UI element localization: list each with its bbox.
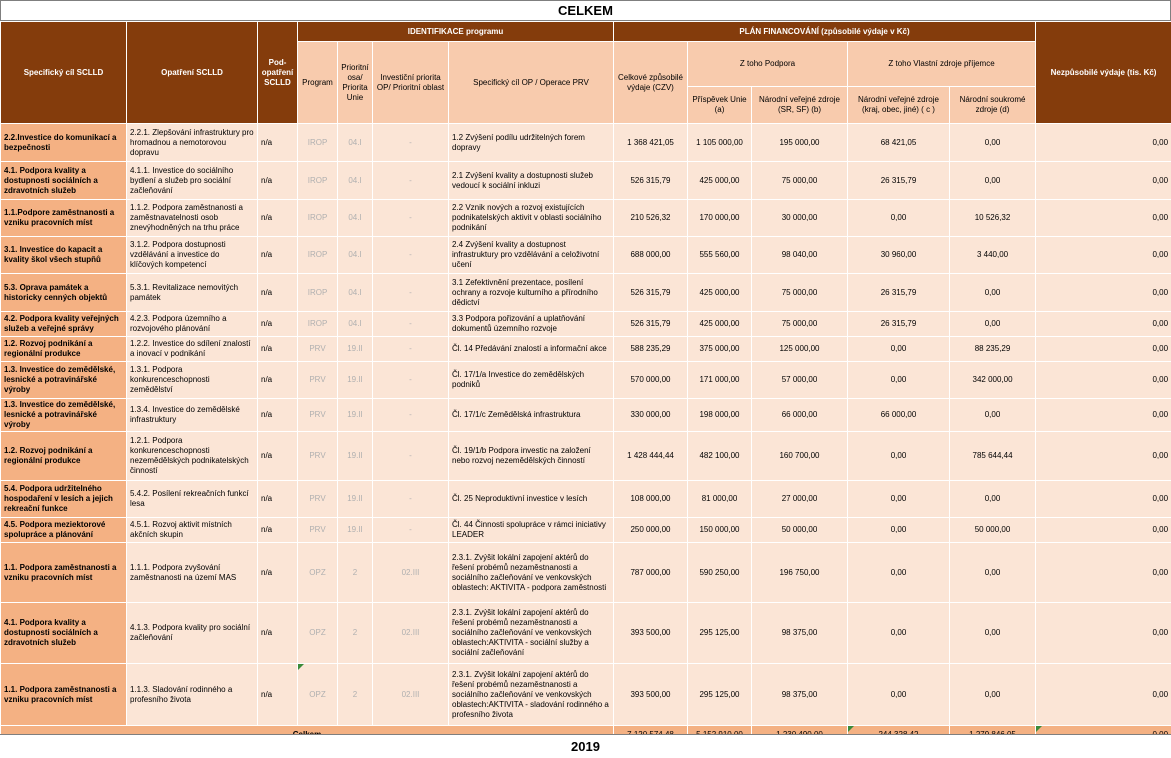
cell-op: 2.4 Zvýšení kvality a dostupnost infrastruktury pro vzdělávání a celoživotní učení [449, 237, 614, 274]
header-prispevek-unie: Příspěvek Unie (a) [688, 87, 752, 124]
table-row [1, 274, 1171, 312]
cell-op: 3.3 Podpora pořizování a uplatňování dokumentů územního rozvoje [449, 312, 614, 337]
cell-program: IROP [298, 162, 338, 200]
cell-pod: n/a [258, 518, 298, 543]
cell-czv: 108 000,00 [614, 481, 688, 518]
cell-ip: - [373, 124, 449, 162]
header-opatreni: Opatření SCLLD [127, 22, 258, 124]
cell-pod: n/a [258, 543, 298, 603]
table-row [1, 481, 1171, 518]
cell-cil: 1.2. Rozvoj podnikání a regionální produkce [1, 432, 127, 481]
cell-op: Čl. 17/1/c Zemědělská infrastruktura [449, 399, 614, 432]
cell-pod: n/a [258, 337, 298, 362]
cell-osa: 19.II [338, 518, 373, 543]
cell-c: 0,00 [848, 362, 950, 399]
cell-a: 425 000,00 [688, 274, 752, 312]
cell-d: 0,00 [950, 274, 1036, 312]
cell-opatreni: 4.5.1. Rozvoj aktivit místních akčních skupin [127, 518, 258, 543]
cell-d: 0,00 [950, 481, 1036, 518]
cell-op: 1.2 Zvýšení podílu udržitelných forem dopravy [449, 124, 614, 162]
cell-a: 425 000,00 [688, 162, 752, 200]
cell-op: 2.3.1. Zvýšit lokální zapojení aktérů do řešení probémů nezaměstnanosti a sociálního začleňování ve venkovských oblastech:AKTIVITA - sociální služby a sociální začleňování [449, 603, 614, 664]
cell-program: PRV [298, 518, 338, 543]
cell-cil: 1.1. Podpora zaměstnanosti a vzniku pracovních míst [1, 664, 127, 726]
cell-opatreni: 3.1.2. Podpora dostupnosti vzdělávání a investice do klíčových kompetencí [127, 237, 258, 274]
cell-b: 75 000,00 [752, 312, 848, 337]
cell-opatreni: 4.1.3. Podpora kvality pro sociální začleňování [127, 603, 258, 664]
header-nezpusobile: Nezpůsobilé výdaje (tis. Kč) [1036, 22, 1171, 124]
cell-osa: 2 [338, 664, 373, 726]
cell-program: OPZ [298, 603, 338, 664]
cell-cil: 1.3. Investice do zemědělské, lesnické a potravinářské výroby [1, 399, 127, 432]
cell-c: 30 960,00 [848, 237, 950, 274]
financial-plan-table [0, 21, 1171, 745]
table-row [1, 124, 1171, 162]
header-pod-opatreni: Pod-opatření SCLLD [258, 22, 298, 124]
cell-czv: 393 500,00 [614, 603, 688, 664]
cell-ip: - [373, 362, 449, 399]
cell-d: 0,00 [950, 543, 1036, 603]
comment-marker-icon [1036, 726, 1042, 732]
cell-op: Čl. 14 Předávání znalostí a informační akce [449, 337, 614, 362]
cell-cil: 4.5. Podpora meziektorové spolupráce a plánování [1, 518, 127, 543]
cell-czv: 393 500,00 [614, 664, 688, 726]
cell-opatreni: 1.2.1. Podpora konkurenceschopnosti nezemědělských podnikatelských činností [127, 432, 258, 481]
table-row [1, 399, 1171, 432]
cell-pod: n/a [258, 237, 298, 274]
cell-czv: 210 526,32 [614, 200, 688, 237]
cell-d: 10 526,32 [950, 200, 1036, 237]
cell-ip: - [373, 162, 449, 200]
cell-c: 26 315,79 [848, 162, 950, 200]
cell-nez: 0,00 [1036, 518, 1171, 543]
table-row [1, 543, 1171, 603]
cell-opatreni: 1.3.4. Investice do zemědělské infrastruktury [127, 399, 258, 432]
cell-pod: n/a [258, 603, 298, 664]
cell-a: 171 000,00 [688, 362, 752, 399]
cell-pod: n/a [258, 432, 298, 481]
cell-cil: 2.2.Investice do komunikací a bezpečnosti [1, 124, 127, 162]
cell-ip: - [373, 399, 449, 432]
cell-a: 170 000,00 [688, 200, 752, 237]
cell-op: Čl. 19/1/b Podpora investic na založení nebo rozvoj nezemědělských činností [449, 432, 614, 481]
table-row [1, 518, 1171, 543]
table-row [1, 312, 1171, 337]
cell-cil: 4.1. Podpora kvality a dostupnosti sociálních a zdravotních služeb [1, 162, 127, 200]
cell-cil: 5.4. Podpora udržitelného hospodaření v lesích a jejich rekreační funkce [1, 481, 127, 518]
cell-op: Čl. 17/1/a Investice do zemědělských podniků [449, 362, 614, 399]
cell-pod: n/a [258, 274, 298, 312]
cell-b: 75 000,00 [752, 162, 848, 200]
cell-opatreni: 5.4.2. Posílení rekreačních funkcí lesa [127, 481, 258, 518]
cell-nez: 0,00 [1036, 312, 1171, 337]
cell-ip: - [373, 481, 449, 518]
cell-czv: 526 315,79 [614, 312, 688, 337]
cell-d: 0,00 [950, 399, 1036, 432]
cell-c: 66 000,00 [848, 399, 950, 432]
cell-czv: 526 315,79 [614, 162, 688, 200]
cell-pod: n/a [258, 312, 298, 337]
cell-a: 590 250,00 [688, 543, 752, 603]
cell-program [298, 664, 338, 726]
cell-program: IROP [298, 274, 338, 312]
cell-czv: 787 000,00 [614, 543, 688, 603]
header-identifikace: IDENTIFIKACE programu [298, 22, 614, 42]
cell-c: 0,00 [848, 664, 950, 726]
table-row [1, 603, 1171, 664]
cell-ip: 02.III [373, 603, 449, 664]
cell-c: 0,00 [848, 518, 950, 543]
cell-opatreni: 1.1.1. Podpora zvyšování zaměstnanosti na území MAS [127, 543, 258, 603]
cell-nez: 0,00 [1036, 432, 1171, 481]
cell-d: 0,00 [950, 664, 1036, 726]
cell-c: 0,00 [848, 603, 950, 664]
cell-op: 2.1 Zvýšení kvality a dostupnosti služeb vedoucí k sociální inkluzi [449, 162, 614, 200]
header-investicni-priorita: Investiční priorita OP/ Prioritní oblast [373, 42, 449, 124]
cell-d: 0,00 [950, 162, 1036, 200]
cell-cil: 1.2. Rozvoj podnikání a regionální produkce [1, 337, 127, 362]
header-priorita-osa: Prioritní osa/ Priorita Unie [338, 42, 373, 124]
cell-osa: 04.I [338, 162, 373, 200]
cell-b: 160 700,00 [752, 432, 848, 481]
cell-osa: 19.II [338, 432, 373, 481]
cell-d: 88 235,29 [950, 337, 1036, 362]
comment-marker-icon [848, 726, 854, 732]
cell-cil: 1.1. Podpora zaměstnanosti a vzniku pracovních míst [1, 543, 127, 603]
cell-b: 195 000,00 [752, 124, 848, 162]
cell-nez: 0,00 [1036, 200, 1171, 237]
cell-nez: 0,00 [1036, 603, 1171, 664]
comment-marker-icon [298, 664, 304, 670]
cell-program: IROP [298, 200, 338, 237]
cell-cil: 1.3. Investice do zemědělské, lesnické a potravinářské výroby [1, 362, 127, 399]
cell-czv: 526 315,79 [614, 274, 688, 312]
cell-ip: - [373, 337, 449, 362]
table-row [1, 200, 1171, 237]
cell-nez: 0,00 [1036, 399, 1171, 432]
cell-nez: 0,00 [1036, 664, 1171, 726]
cell-cil: 4.2. Podpora kvality veřejných služeb a veřejné správy [1, 312, 127, 337]
cell-cil: 4.1. Podpora kvality a dostupnosti sociálních a zdravotních služeb [1, 603, 127, 664]
cell-osa: 04.I [338, 124, 373, 162]
cell-nez: 0,00 [1036, 362, 1171, 399]
cell-osa: 04.I [338, 200, 373, 237]
table-row [1, 237, 1171, 274]
cell-osa: 19.II [338, 399, 373, 432]
cell-opatreni: 1.1.3. Sladování rodinného a profesního života [127, 664, 258, 726]
cell-program: PRV [298, 362, 338, 399]
cell-c: 0,00 [848, 432, 950, 481]
header-narodni-soukrome: Národní soukromé zdroje (d) [950, 87, 1036, 124]
cell-a: 375 000,00 [688, 337, 752, 362]
table-row [1, 362, 1171, 399]
cell-nez: 0,00 [1036, 481, 1171, 518]
cell-opatreni: 4.1.1. Investice do sociálního bydlení a služeb pro sociální začleňování [127, 162, 258, 200]
cell-a: 150 000,00 [688, 518, 752, 543]
cell-program: PRV [298, 432, 338, 481]
cell-d: 0,00 [950, 603, 1036, 664]
cell-cil: 1.1.Podpore zaměstnanosti a vzniku pracovních míst [1, 200, 127, 237]
cell-c: 26 315,79 [848, 274, 950, 312]
cell-op: 2.3.1. Zvýšit lokální zapojení aktérů do řešení probémů nezaměstnanosti a sociálního začleňování ve venkovských oblastech:AKTIVITA - sladování rodinného a profesního života [449, 664, 614, 726]
table-row [1, 664, 1171, 726]
cell-c: 0,00 [848, 200, 950, 237]
cell-pod: n/a [258, 481, 298, 518]
cell-c: 0,00 [848, 481, 950, 518]
cell-program-text: OPZ [309, 689, 326, 699]
cell-program: OPZ [298, 543, 338, 603]
cell-nez: 0,00 [1036, 337, 1171, 362]
cell-b: 27 000,00 [752, 481, 848, 518]
cell-nez: 0,00 [1036, 237, 1171, 274]
header-z-toho-podpora: Z toho Podpora [688, 42, 848, 87]
cell-cil: 5.3. Oprava památek a historicky cenných objektů [1, 274, 127, 312]
cell-program: PRV [298, 399, 338, 432]
cell-pod: n/a [258, 664, 298, 726]
cell-opatreni: 5.3.1. Revitalizace nemovitých památek [127, 274, 258, 312]
cell-czv: 250 000,00 [614, 518, 688, 543]
cell-czv: 1 428 444,44 [614, 432, 688, 481]
sheet-title: CELKEM [0, 0, 1171, 21]
cell-nez: 0,00 [1036, 124, 1171, 162]
cell-ip: - [373, 518, 449, 543]
cell-b: 66 000,00 [752, 399, 848, 432]
next-section-title: 2019 [0, 734, 1171, 758]
cell-ip: - [373, 237, 449, 274]
cell-c: 68 421,05 [848, 124, 950, 162]
cell-b: 30 000,00 [752, 200, 848, 237]
cell-pod: n/a [258, 124, 298, 162]
cell-a: 295 125,00 [688, 603, 752, 664]
cell-nez: 0,00 [1036, 274, 1171, 312]
cell-ip: 02.III [373, 543, 449, 603]
cell-nez: 0,00 [1036, 162, 1171, 200]
cell-program: IROP [298, 237, 338, 274]
cell-pod: n/a [258, 162, 298, 200]
cell-ip: 02.III [373, 664, 449, 726]
cell-program: IROP [298, 124, 338, 162]
cell-program: PRV [298, 337, 338, 362]
cell-c: 0,00 [848, 337, 950, 362]
cell-a: 81 000,00 [688, 481, 752, 518]
cell-op: Čl. 25 Neproduktivní investice v lesích [449, 481, 614, 518]
cell-b: 125 000,00 [752, 337, 848, 362]
header-spec-cil: Specifický cíl SCLLD [1, 22, 127, 124]
cell-osa: 19.II [338, 481, 373, 518]
cell-osa: 19.II [338, 362, 373, 399]
cell-op: 3.1 Zefektivnění prezentace, posílení ochrany a rozvoje kulturního a přírodního dědictví [449, 274, 614, 312]
cell-czv: 1 368 421,05 [614, 124, 688, 162]
cell-osa: 19.II [338, 337, 373, 362]
cell-d: 3 440,00 [950, 237, 1036, 274]
table-row [1, 432, 1171, 481]
cell-czv: 588 235,29 [614, 337, 688, 362]
cell-b: 196 750,00 [752, 543, 848, 603]
header-program: Program [298, 42, 338, 124]
cell-d: 50 000,00 [950, 518, 1036, 543]
table-row [1, 162, 1171, 200]
cell-pod: n/a [258, 399, 298, 432]
cell-program: PRV [298, 481, 338, 518]
cell-b: 75 000,00 [752, 274, 848, 312]
header-celkove: Celkové způsobilé výdaje (CZV) [614, 42, 688, 124]
cell-nez: 0,00 [1036, 543, 1171, 603]
cell-ip: - [373, 274, 449, 312]
cell-b: 98 375,00 [752, 664, 848, 726]
header-z-toho-vlastni: Z toho Vlastní zdroje příjemce [848, 42, 1036, 87]
cell-czv: 330 000,00 [614, 399, 688, 432]
cell-a: 1 105 000,00 [688, 124, 752, 162]
cell-czv: 688 000,00 [614, 237, 688, 274]
cell-program: IROP [298, 312, 338, 337]
cell-d: 0,00 [950, 312, 1036, 337]
cell-opatreni: 4.2.3. Podpora územního a rozvojového plánování [127, 312, 258, 337]
cell-osa: 04.I [338, 274, 373, 312]
cell-osa: 04.I [338, 312, 373, 337]
cell-d: 342 000,00 [950, 362, 1036, 399]
cell-d: 785 644,44 [950, 432, 1036, 481]
cell-a: 555 560,00 [688, 237, 752, 274]
cell-ip: - [373, 200, 449, 237]
cell-opatreni: 1.2.2. Investice do sdílení znalostí a inovací v podnikání [127, 337, 258, 362]
header-spec-cil-op: Specifický cíl OP / Operace PRV [449, 42, 614, 124]
cell-b: 98 375,00 [752, 603, 848, 664]
cell-a: 425 000,00 [688, 312, 752, 337]
cell-pod: n/a [258, 362, 298, 399]
cell-a: 198 000,00 [688, 399, 752, 432]
cell-a: 482 100,00 [688, 432, 752, 481]
cell-a: 295 125,00 [688, 664, 752, 726]
cell-osa: 04.I [338, 237, 373, 274]
cell-cil: 3.1. Investice do kapacit a kvality škol všech stupňů [1, 237, 127, 274]
cell-c: 26 315,79 [848, 312, 950, 337]
table-row [1, 337, 1171, 362]
cell-b: 98 040,00 [752, 237, 848, 274]
cell-b: 57 000,00 [752, 362, 848, 399]
cell-ip: - [373, 432, 449, 481]
header-narodni-verejne-sr: Národní veřejné zdroje (SR, SF) (b) [752, 87, 848, 124]
cell-op: 2.2 Vznik nových a rozvoj existujících podnikatelských aktivit v oblasti sociálního podnikání [449, 200, 614, 237]
cell-opatreni: 1.1.2. Podpora zaměstnanosti a zaměstnavatelnosti osob znevýhodněných na trhu práce [127, 200, 258, 237]
cell-d: 0,00 [950, 124, 1036, 162]
header-plan: PLÁN FINANCOVÁNÍ (způsobilé výdaje v Kč) [614, 22, 1036, 42]
cell-b: 50 000,00 [752, 518, 848, 543]
cell-opatreni: 1.3.1. Podpora konkurenceschopnosti zemědělství [127, 362, 258, 399]
cell-op: Čl. 44 Činnosti spolupráce v rámci iniciativy LEADER [449, 518, 614, 543]
cell-czv: 570 000,00 [614, 362, 688, 399]
cell-op: 2.3.1. Zvýšit lokální zapojení aktérů do řešení probémů nezaměstnanosti a sociálního začleňování ve venkovských oblastech: AKTIVITA - podpora zaměstnosti [449, 543, 614, 603]
cell-opatreni: 2.2.1. Zlepšování infrastruktury pro hromadnou a nemotorovou dopravu [127, 124, 258, 162]
cell-osa: 2 [338, 603, 373, 664]
cell-osa: 2 [338, 543, 373, 603]
cell-c: 0,00 [848, 543, 950, 603]
cell-pod: n/a [258, 200, 298, 237]
header-narodni-verejne-kraj: Národní veřejné zdroje (kraj, obec, jiné) ( c ) [848, 87, 950, 124]
cell-ip: - [373, 312, 449, 337]
